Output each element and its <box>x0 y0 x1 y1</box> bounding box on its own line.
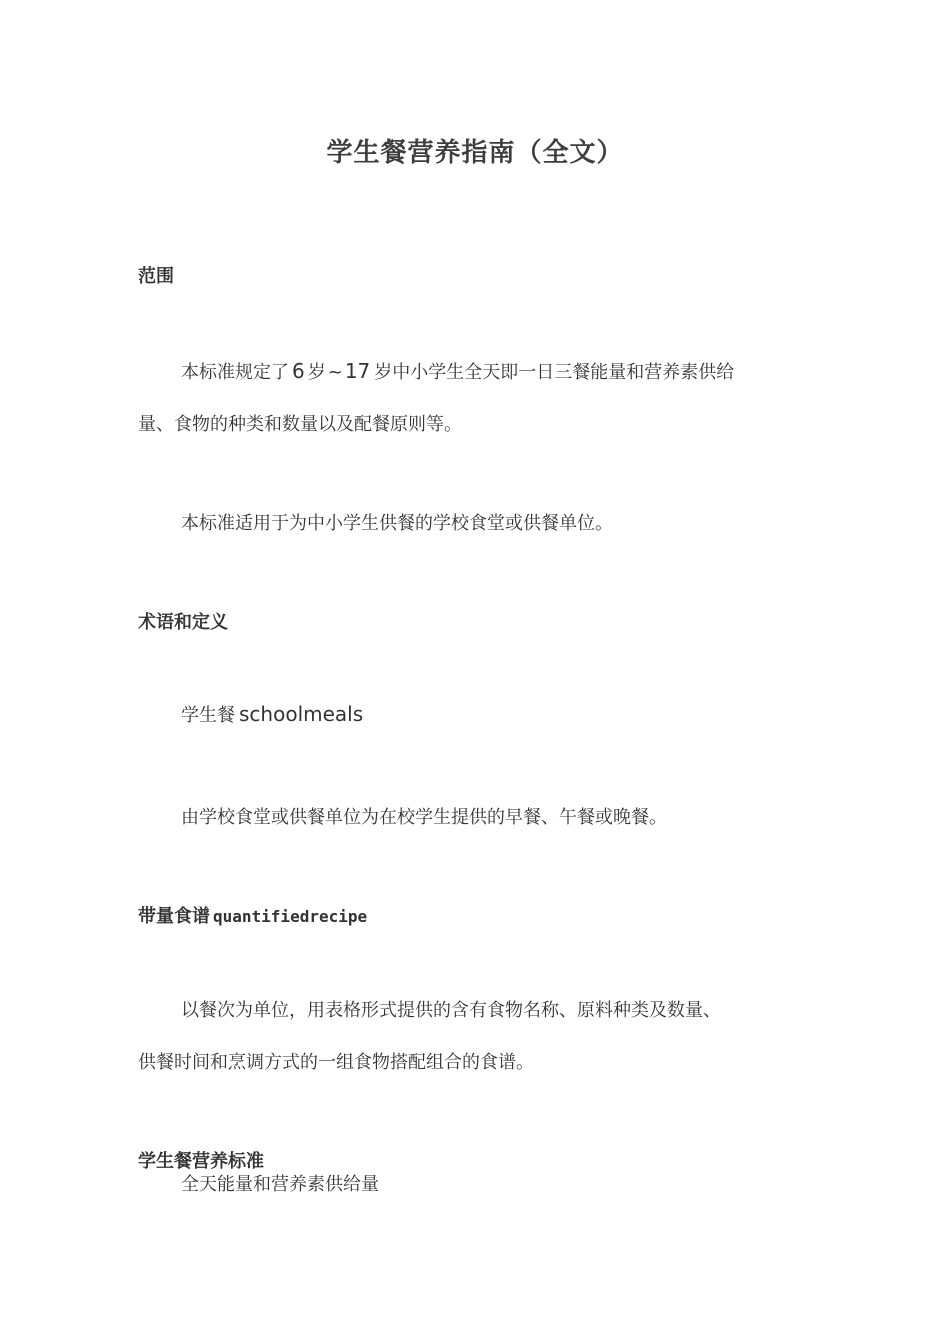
page-title: 学生餐营养指南（全文） <box>326 138 624 168</box>
scope-paragraph-1-line-2: 量、食物的种类和数量以及配餐原则等。 <box>138 414 462 435</box>
scope-paragraph-1-line-1 <box>181 358 734 384</box>
scope-p1-age-min: 6 <box>292 359 305 383</box>
scope-p1-text-c: 岁中小学生全天即一日三餐能量和营养素供给 <box>374 362 735 383</box>
term-quantified-recipe <box>138 902 367 928</box>
term-school-meals-definition: 由学校食堂或供餐单位为在校学生提供的早餐、午餐或晚餐。 <box>181 807 667 828</box>
term-quantified-recipe-cn: 带量食谱 <box>138 906 210 927</box>
standard-subheading: 全天能量和营养素供给量 <box>181 1174 379 1195</box>
term-quantified-recipe-definition-line-2: 供餐时间和烹调方式的一组食物搭配组合的食谱。 <box>138 1052 534 1073</box>
section-heading-scope: 范围 <box>138 266 174 287</box>
scope-p1-text-a: 本标准规定了 <box>181 362 289 383</box>
term-school-meals-cn: 学生餐 <box>181 705 235 726</box>
scope-paragraph-2: 本标准适用于为中小学生供餐的学校食堂或供餐单位。 <box>181 513 613 534</box>
section-heading-terms: 术语和定义 <box>138 612 228 633</box>
term-school-meals-en: schoolmeals <box>239 702 364 726</box>
scope-p1-range-sep: ~ <box>327 362 343 383</box>
term-school-meals <box>181 701 363 727</box>
scope-p1-text-b: 岁 <box>307 362 326 383</box>
term-quantified-recipe-en: quantifiedrecipe <box>213 907 368 926</box>
scope-p1-age-max: 17 <box>344 359 371 383</box>
section-heading-standard: 学生餐营养标准 <box>138 1151 264 1172</box>
term-quantified-recipe-definition-line-1: 以餐次为单位，用表格形式提供的含有食物名称、原料种类及数量、 <box>181 1000 721 1021</box>
